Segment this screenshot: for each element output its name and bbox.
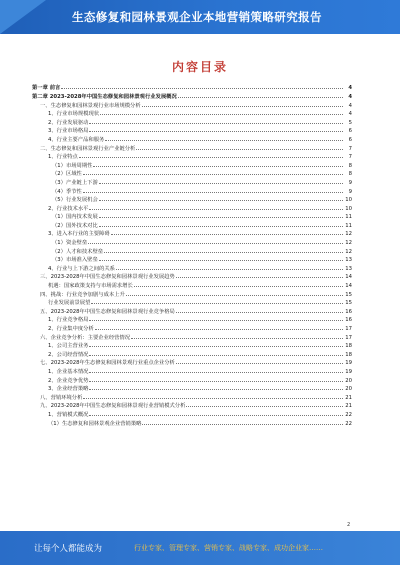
toc-leader-dots: [99, 222, 343, 227]
toc-entry[interactable]: [32, 282, 352, 291]
toc-entry-page: 20: [345, 386, 352, 393]
toc-leader-dots: [116, 264, 343, 269]
toc-entry-page: 19: [345, 368, 352, 375]
toc-leader-dots: [105, 136, 343, 141]
toc-entry-label: 六、企业竞争分析：主要企业经营情况: [40, 334, 131, 341]
toc-entry[interactable]: [32, 368, 352, 377]
toc-entry-label: 3、行业市场格局: [48, 128, 89, 135]
toc-leader-dots: [88, 239, 343, 244]
toc-entry[interactable]: [32, 239, 352, 248]
toc-entry[interactable]: [32, 213, 352, 222]
toc-entry[interactable]: [32, 93, 352, 102]
toc-leader-dots: [142, 419, 343, 424]
toc-entry[interactable]: [32, 179, 352, 188]
toc-entry-label: 3、企业经营策略: [48, 386, 89, 393]
toc-heading: 内容目录: [171, 60, 228, 74]
toc-entry-page: 13: [345, 265, 352, 272]
toc-leader-dots: [89, 118, 343, 123]
toc-entry-page: 12: [345, 248, 352, 255]
toc-entry-label: 2、行业技术水平: [48, 205, 89, 212]
toc-entry[interactable]: [32, 307, 352, 316]
toc-entry-page: 14: [345, 283, 352, 290]
toc-entry-label: （1）市场周期性: [52, 162, 93, 169]
report-footer: [0, 531, 400, 565]
toc-entry-page: 10: [345, 197, 352, 204]
toc-leader-dots: [178, 93, 343, 98]
toc-entry-label: （3）产业链上下游: [52, 179, 98, 186]
toc-entry[interactable]: [32, 127, 352, 136]
toc-entry-page: 12: [345, 231, 352, 238]
toc-entry[interactable]: [32, 196, 352, 205]
toc-entry-page: 6: [348, 136, 352, 143]
toc-leader-dots: [89, 411, 343, 416]
toc-entry[interactable]: [32, 110, 352, 119]
toc-leader-dots: [99, 179, 343, 184]
toc-entry-page: 20: [345, 377, 352, 384]
toc-leader-dots: [89, 342, 343, 347]
toc-entry-label: 1、营销模式概况: [48, 411, 89, 418]
toc-entry-label: 1、企业基本情况: [48, 368, 89, 375]
toc-entry-page: 4: [348, 111, 352, 118]
toc-entry[interactable]: [32, 411, 352, 420]
toc-entry-page: 13: [345, 257, 352, 264]
toc-leader-dots: [99, 196, 343, 201]
toc-entry-label: 九、2023-2028年中国生态修复和园林景观行业营销模式分析: [40, 403, 186, 410]
toc-entry[interactable]: [32, 350, 352, 359]
toc-leader-dots: [89, 350, 343, 355]
toc-entry-label: 1、行业市场规模现状: [48, 111, 100, 118]
toc-leader-dots: [134, 282, 343, 287]
toc-entry-label: （4）季节性: [52, 188, 82, 195]
toc-entry-label: （5）行业发展机会: [52, 197, 98, 204]
toc-entry-label: 七、2023-2028年生态修复和园林景观行业重点企业分析: [40, 360, 175, 367]
toc-entry-label: 第一章 前言: [32, 85, 61, 92]
toc-leader-dots: [89, 204, 343, 209]
toc-entry[interactable]: [32, 316, 352, 325]
toc-entry-page: 10: [345, 205, 352, 212]
toc-entry-label: 4、行业主要产品和服务: [48, 136, 105, 143]
toc-entry-page: 21: [345, 403, 352, 410]
toc-entry[interactable]: [32, 419, 352, 428]
toc-entry-label: 1、公司主营业务: [48, 343, 89, 350]
toc-leader-dots: [100, 110, 343, 115]
toc-entry-page: 17: [345, 334, 352, 341]
toc-entry-label: （1）国内技术发展: [52, 214, 98, 221]
toc-entry-page: 18: [345, 343, 352, 350]
toc-leader-dots: [111, 230, 343, 235]
toc-entry-label: 1、行业竞争格局: [48, 317, 89, 324]
toc-leader-dots: [104, 247, 343, 252]
toc-entry-label: 三、2023-2028年中国生态修复和园林景观行业发展趋势: [40, 274, 175, 281]
toc-entry-page: 8: [348, 162, 352, 169]
toc-entry-label: 3、进入本行业的主要障碍: [48, 231, 110, 238]
toc-entry-page: 19: [345, 360, 352, 367]
toc-entry-label: 4、行业与上下游之间的关系: [48, 265, 115, 272]
toc-entry-label: （3）市场准入壁垒: [52, 257, 98, 264]
toc-entry-label: 四、挑战：行业竞争加剧与成本上升: [40, 291, 125, 298]
toc-leader-dots: [89, 376, 343, 381]
toc-entry-page: 9: [348, 179, 352, 186]
table-of-contents: [32, 84, 352, 428]
toc-entry-page: 15: [345, 291, 352, 298]
toc-entry-page: 8: [348, 171, 352, 178]
toc-entry-page: 11: [345, 222, 352, 229]
toc-entry[interactable]: [32, 273, 352, 282]
toc-entry[interactable]: [32, 385, 352, 394]
toc-entry[interactable]: [32, 342, 352, 351]
toc-entry[interactable]: [32, 359, 352, 368]
toc-entry-page: 9: [348, 188, 352, 195]
toc-entry-label: （2）国外技术对比: [52, 222, 98, 229]
toc-entry-label: （2）区域性: [52, 171, 82, 178]
toc-entry[interactable]: [32, 153, 352, 162]
toc-entry-page: 7: [348, 154, 352, 161]
toc-entry-page: 16: [345, 308, 352, 315]
toc-entry-label: 八、营销环境分析: [40, 394, 83, 401]
toc-entry[interactable]: [32, 161, 352, 170]
toc-entry[interactable]: [32, 376, 352, 385]
toc-entry-page: 22: [345, 411, 352, 418]
toc-leader-dots: [93, 161, 343, 166]
toc-leader-dots: [131, 333, 343, 338]
toc-entry[interactable]: [32, 204, 352, 213]
toc-leader-dots: [89, 385, 343, 390]
toc-entry-label: 2、公司经营情况: [48, 351, 89, 358]
toc-leader-dots: [142, 101, 343, 106]
toc-entry[interactable]: [32, 256, 352, 265]
report-header: [0, 0, 400, 34]
toc-leader-dots: [99, 256, 343, 261]
toc-entry[interactable]: [32, 333, 352, 342]
toc-leader-dots: [176, 359, 343, 364]
toc-leader-dots: [89, 127, 343, 132]
toc-entry[interactable]: [32, 144, 352, 153]
toc-entry-label: （1）生态修复和园林景观企业营销策略: [48, 420, 142, 427]
footer-slogan: 让每个人都能成为: [34, 544, 103, 554]
toc-entry[interactable]: [32, 264, 352, 273]
toc-leader-dots: [176, 307, 343, 312]
toc-entry[interactable]: [32, 187, 352, 196]
toc-entry[interactable]: [32, 170, 352, 179]
toc-leader-dots: [83, 393, 343, 398]
toc-entry[interactable]: [32, 230, 352, 239]
toc-entry[interactable]: [32, 247, 352, 256]
toc-entry[interactable]: [32, 325, 352, 334]
toc-entry[interactable]: [32, 101, 352, 110]
toc-entry-page: 11: [345, 214, 352, 221]
toc-entry-page: 18: [345, 351, 352, 358]
toc-entry-label: （2）人才和技术壁垒: [52, 248, 104, 255]
toc-leader-dots: [186, 402, 343, 407]
toc-entry-label: 2、行业集中度分析: [48, 326, 94, 333]
toc-leader-dots: [99, 213, 343, 218]
toc-entry-label: 2、行业发展驱动: [48, 119, 89, 126]
toc-entry-page: 5: [348, 119, 352, 126]
toc-leader-dots: [89, 368, 343, 373]
toc-entry-label: 1、行业特点: [48, 154, 78, 161]
toc-leader-dots: [176, 273, 343, 278]
toc-leader-dots: [61, 84, 343, 89]
toc-entry-page: 22: [345, 420, 352, 427]
toc-entry-label: 2、企业竞争优势: [48, 377, 89, 384]
toc-entry[interactable]: [32, 136, 352, 145]
toc-leader-dots: [136, 144, 343, 149]
report-title: 生态修复和园林景观企业本地营销策略研究报告: [72, 10, 322, 24]
toc-leader-dots: [89, 316, 343, 321]
toc-entry-page: 14: [345, 274, 352, 281]
toc-entry-label: 一、生态修复和园林景观行业市场规模分析: [40, 102, 141, 109]
toc-leader-dots: [126, 290, 343, 295]
toc-entry-page: 4: [348, 102, 352, 109]
toc-entry-label: （1）资金壁垒: [52, 240, 88, 247]
toc-entry-page: 16: [345, 317, 352, 324]
toc-entry[interactable]: [32, 222, 352, 231]
toc-leader-dots: [95, 325, 343, 330]
toc-leader-dots: [83, 170, 343, 175]
toc-entry[interactable]: [32, 299, 352, 308]
toc-entry[interactable]: [32, 290, 352, 299]
toc-entry-page: 15: [345, 300, 352, 307]
header-accent-shape: [0, 0, 46, 34]
toc-leader-dots: [91, 299, 343, 304]
footer-tagline: 行业专家、管理专家、营销专家、战略专家、成功企业家……: [134, 544, 323, 552]
toc-entry-page: 6: [348, 128, 352, 135]
toc-entry-label: 行业发展前景展望: [48, 300, 91, 307]
toc-entry[interactable]: [32, 84, 352, 93]
page-number: 2: [347, 522, 351, 528]
toc-entry[interactable]: [32, 393, 352, 402]
toc-entry-page: 4: [348, 93, 352, 100]
toc-entry-page: 17: [345, 326, 352, 333]
toc-entry-page: 21: [345, 394, 352, 401]
toc-entry-page: 12: [345, 240, 352, 247]
toc-entry-page: 4: [348, 85, 352, 92]
toc-leader-dots: [83, 187, 343, 192]
toc-entry[interactable]: [32, 402, 352, 411]
toc-leader-dots: [79, 153, 343, 158]
toc-entry-page: 7: [348, 145, 352, 152]
toc-entry-label: 二、生态修复和园林景观行业产业链分析: [40, 145, 136, 152]
toc-entry-label: 五、2023-2028年中国生态修复和园林景观行业竞争格局: [40, 308, 175, 315]
toc-entry-label: 第二章 2023-2028年中国生态修复和园林景观行业发展概况: [32, 93, 177, 100]
toc-entry[interactable]: [32, 118, 352, 127]
toc-entry-label: 机遇：国家政策支持与市场需求增长: [48, 283, 133, 290]
